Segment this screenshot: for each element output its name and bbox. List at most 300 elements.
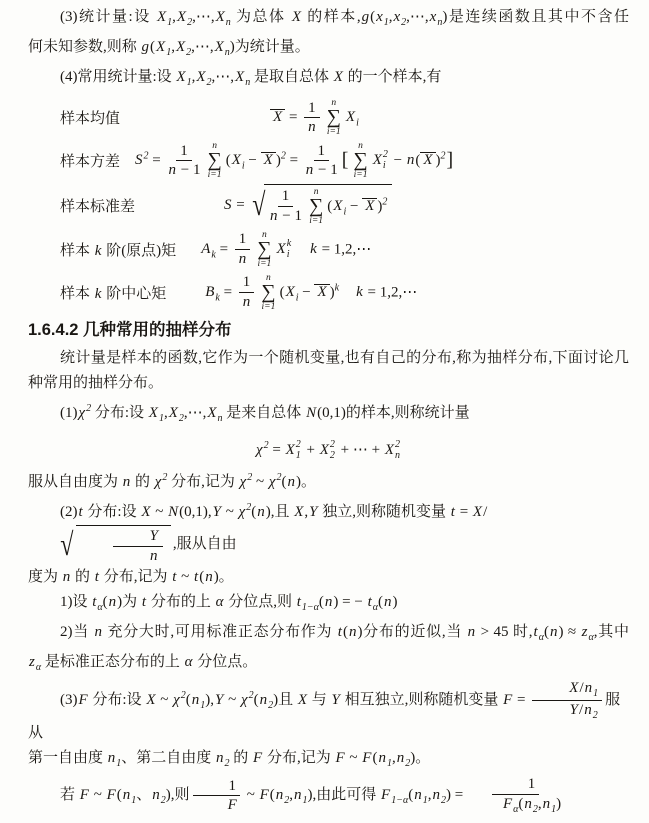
math-var: F (503, 692, 513, 709)
text-run: , (388, 9, 393, 25)
text-run: − (298, 283, 315, 300)
radicand (76, 525, 171, 565)
text-run: ) (377, 198, 383, 215)
text-run: = (455, 504, 472, 521)
text-run: )为 (117, 593, 141, 610)
math-var: X (168, 405, 178, 422)
math-var: X (291, 9, 302, 25)
text-run: 1 (238, 231, 247, 248)
subscript: α (97, 601, 103, 613)
denominator (242, 293, 252, 311)
text-run: ) (275, 152, 281, 169)
math-var: χ (238, 504, 246, 521)
sum-upper-limit: n (358, 140, 363, 151)
text-run: 为总体 (230, 9, 291, 25)
math-var: X (372, 152, 382, 169)
text-run: ( (327, 198, 333, 215)
text-run: 1 (180, 142, 188, 159)
math-var: χ (78, 405, 86, 422)
radical (30, 525, 171, 565)
sup-sub-stack (395, 440, 400, 461)
text-run: ( (251, 504, 257, 521)
math-var: n (524, 796, 532, 813)
row-sample-k-central-moment-formula (204, 273, 417, 313)
row-sample-std (28, 184, 629, 227)
text-run: 种常用的抽样分布。 (28, 375, 164, 392)
superscript: 2 (162, 472, 168, 484)
subscript: α (35, 661, 42, 673)
text-run: 服从自由度为 (28, 474, 122, 491)
text-run: 第一自由度 (28, 750, 107, 767)
math-var: z (581, 623, 588, 640)
math-var: F (106, 787, 116, 804)
subscript: 1 (383, 17, 389, 28)
math-var: X (175, 39, 186, 55)
superscript: 2 (382, 196, 388, 208)
math-var: n (414, 787, 422, 804)
math-var: n (107, 750, 116, 767)
text-run: ) = (445, 787, 467, 804)
denominator (238, 250, 248, 268)
math-var: X (276, 241, 286, 257)
sum-lower-limit: i=1 (261, 301, 276, 312)
numerator (176, 143, 192, 162)
text-run: ) (392, 593, 398, 610)
sigma-icon: ∑ (309, 195, 324, 218)
numerator (532, 680, 602, 701)
text-run: 分布,记为 (99, 568, 172, 585)
math-var: X (215, 9, 225, 25)
text-run: (2) (60, 504, 78, 521)
text-run: 相互独立,则称随机变量 (340, 692, 503, 709)
text-run: = (232, 196, 249, 213)
superscript: 2 (248, 690, 254, 702)
text-run: 阶中心矩 (102, 285, 167, 302)
math-var: k (94, 243, 102, 260)
text-run: 分布:设 (91, 405, 148, 422)
sup-sub-stack (296, 440, 301, 461)
row-sample-variance (28, 141, 629, 181)
math-var: Y (215, 692, 224, 709)
math-var: t (172, 568, 177, 585)
math-var: X (146, 692, 156, 709)
text-run: = (285, 152, 302, 169)
math-var: k (356, 283, 363, 300)
denominator (195, 796, 238, 814)
subscript: 2 (160, 795, 166, 807)
math-var: χ (239, 474, 247, 491)
text-run: ( (199, 568, 205, 585)
text-run: 样本均值 (60, 111, 121, 128)
math-var: χ (268, 474, 276, 491)
math-var: n (542, 796, 551, 813)
summation (261, 273, 275, 313)
text-run: 分布:设 (88, 692, 146, 709)
denominator (167, 161, 200, 179)
subscript: n (245, 77, 251, 88)
text-run: + ⋯ + (336, 442, 384, 459)
text-run: )分布的近似,当 (357, 623, 467, 640)
math-var: n (168, 162, 176, 179)
math-var: n (432, 787, 440, 804)
sum-lower-limit: i=1 (207, 170, 222, 181)
text-run: , (391, 750, 396, 767)
text-run: 的 (229, 750, 253, 767)
text-run: ( (185, 692, 191, 709)
math-var: X (569, 679, 579, 696)
subscript: n (224, 47, 230, 58)
text-run: = (219, 283, 236, 300)
numerator (193, 778, 241, 797)
subscript: α (588, 631, 594, 643)
text-run: 阶(原点)矩 (102, 243, 177, 260)
math-var: n (259, 692, 268, 709)
text-run: 是标准正态分布的上 (41, 653, 184, 670)
text-run: 何未知参数,则称 (28, 39, 141, 55)
text-run: ~ (89, 787, 106, 804)
para-f-reciprocal (28, 776, 629, 815)
overline (420, 152, 435, 169)
formula-chi-square (28, 433, 629, 463)
subscript: 1 (551, 804, 557, 816)
text-run: 样本标准差 (60, 198, 136, 215)
row-sample-std-label (60, 195, 135, 216)
text-run: ,服从自由 (172, 536, 237, 553)
text-run: 、 (136, 787, 152, 804)
text-run: 1 (308, 99, 316, 116)
text-run: 、第二自由度 (121, 750, 216, 767)
subscript: i (286, 248, 290, 260)
text-run: 度为 (28, 568, 62, 585)
bracket: [ (341, 149, 349, 172)
row-sample-k-moment-label (60, 239, 176, 260)
math-var: n (108, 593, 117, 610)
row-sample-mean-formula (270, 98, 359, 138)
text-run: ( (543, 623, 549, 640)
numerator (235, 231, 251, 250)
math-var: Y (149, 528, 158, 545)
subscript: 1 (116, 758, 122, 770)
text-run: ( (378, 593, 384, 610)
text-run: , (172, 9, 176, 25)
row-sample-std-formula (223, 184, 394, 227)
math-var: F (259, 787, 269, 804)
para-chi-square (28, 396, 629, 431)
math-var: X (141, 504, 151, 521)
math-var: n (549, 623, 558, 640)
fraction (113, 528, 163, 565)
para-statistic-def-1 (28, 5, 629, 35)
math-var: k (310, 241, 317, 257)
text-run: − (346, 198, 363, 215)
text-run: 充分大时,可用标准正态分布作为 (102, 623, 337, 640)
text-run: 样本方差 (60, 154, 121, 171)
radical-sign: √ (60, 526, 74, 563)
text-run: 1 (527, 776, 536, 793)
math-var: X (319, 442, 329, 459)
numerator (304, 100, 320, 119)
math-var: t (194, 568, 199, 585)
text-run: 与 (308, 692, 331, 709)
math-var: χ (240, 692, 248, 709)
text-run: ~ (224, 692, 240, 709)
math-var: X (176, 9, 187, 25)
text-run: ( (318, 593, 324, 610)
text-run: − 1 (278, 208, 303, 225)
text-run: = (148, 152, 165, 169)
subscript: 2 (186, 47, 192, 58)
para-common-statistics (28, 65, 629, 95)
text-run: > 45 时, (476, 623, 533, 640)
text-run: )。 (213, 568, 234, 585)
math-var: z (29, 653, 35, 670)
subscript: i (382, 159, 386, 171)
sigma-icon: ∑ (207, 149, 222, 172)
math-var: t (533, 623, 538, 640)
text-run: 服从 (28, 692, 621, 742)
text-run: 的样本, (302, 9, 361, 25)
superscript: 2 (263, 440, 269, 452)
text-run: = 1,2,⋯ (363, 283, 418, 300)
numerator (314, 143, 330, 162)
math-var: x (393, 9, 401, 25)
math-var: Y (212, 504, 221, 521)
radical (250, 184, 392, 227)
sum-lower-limit: i=1 (309, 216, 324, 227)
text-run: 1 (228, 777, 236, 794)
row-sample-mean (28, 98, 629, 138)
text-run: ,其中 (593, 623, 629, 640)
math-var: n (216, 750, 224, 767)
sigma-icon: ∑ (353, 149, 368, 172)
math-var: N (168, 504, 179, 521)
para-sampling-intro-2 (28, 371, 629, 396)
math-var: X (294, 504, 304, 521)
text-run: 独立,则称随机变量 (318, 504, 450, 521)
text-run: − 1 (176, 162, 201, 179)
math-var: n (270, 208, 278, 225)
denominator (269, 207, 302, 225)
text-run: 样本 (60, 243, 94, 260)
superscript: 2 (280, 150, 286, 162)
math-var: n (294, 787, 302, 804)
text-run: ( (150, 39, 156, 55)
sup-sub-stack (330, 440, 335, 461)
subscript: 1 (166, 47, 172, 58)
text-run: − (389, 152, 406, 169)
para-t-dist-1 (28, 495, 629, 565)
row-sample-variance-label (60, 150, 120, 171)
text-run: ~ (156, 692, 173, 709)
text-run: ),且 (265, 504, 294, 521)
text-run: + (302, 442, 319, 459)
text-run: (0,1)的样本,则称统计量 (317, 405, 470, 422)
text-run: = (285, 109, 302, 126)
math-var: X (196, 69, 206, 85)
math-var: x (376, 9, 383, 25)
bracket: ] (446, 149, 454, 172)
math-var: n (122, 787, 131, 804)
numerator (492, 776, 540, 795)
text-run: ( (102, 593, 108, 610)
text-run: / (579, 702, 584, 719)
math-var: n (94, 623, 102, 640)
subscript: 2 (187, 17, 193, 28)
math-var: X (472, 504, 483, 521)
math-var: n (205, 568, 213, 585)
superscript: 2 (246, 502, 252, 514)
text-run: 1 (317, 142, 326, 159)
subscript: 1 (302, 795, 308, 807)
fraction (304, 100, 320, 137)
text-run: (3)统计量:设 (60, 9, 156, 25)
math-var: X (176, 69, 186, 85)
text-run: )。 (296, 474, 316, 491)
text-run: ( (372, 750, 378, 767)
summation (207, 141, 221, 181)
para-t-approx-2 (28, 650, 629, 680)
subscript: i (241, 160, 245, 172)
text-run: ) (435, 152, 441, 169)
math-var: n (406, 152, 415, 169)
superscript: 2 (295, 439, 301, 451)
subscript: 2 (440, 795, 446, 807)
fraction (193, 778, 241, 815)
text-run: ( (408, 787, 414, 804)
math-var: F (78, 692, 88, 709)
text-run: , (289, 787, 294, 804)
sum-upper-limit: n (212, 140, 217, 151)
denominator (537, 701, 598, 721)
math-var: n (396, 750, 405, 767)
subscript: 1−α (301, 601, 319, 613)
superscript: k (334, 281, 340, 293)
para-f-dist-2 (28, 746, 629, 776)
overline (270, 109, 285, 126)
para-chi-square-note (28, 465, 629, 495)
text-run: ),由此可得 (307, 787, 381, 804)
math-var: X (317, 283, 327, 300)
superscript: 2 (247, 472, 253, 484)
text-run: / (483, 504, 488, 521)
superscript: 2 (382, 149, 388, 161)
math-var: n (467, 623, 476, 640)
fraction (470, 776, 561, 815)
math-var: n (308, 119, 316, 136)
text-run: 若 (60, 787, 79, 804)
radical-sign: √ (252, 186, 266, 223)
para-t-quantile (28, 590, 629, 620)
sigma-icon: ∑ (261, 280, 276, 303)
text-run: ( (518, 796, 524, 813)
sum-upper-limit: n (331, 98, 337, 108)
sigma-icon: ∑ (326, 106, 341, 129)
superscript: 2 (276, 472, 282, 484)
math-var: X (285, 442, 295, 459)
text-run: ( (225, 152, 231, 169)
math-var: X (157, 9, 167, 25)
math-var: n (62, 568, 71, 585)
overline (261, 152, 276, 169)
subscript: 1 (167, 17, 173, 28)
para-f-dist-1 (28, 680, 629, 746)
math-var: n (238, 251, 247, 268)
subscript: α (372, 601, 379, 613)
math-var: F (381, 787, 391, 804)
sum-lower-limit: i=1 (257, 259, 272, 270)
math-var: n (191, 692, 200, 709)
math-var: X (214, 39, 224, 55)
numerator (278, 188, 294, 207)
text-run: 分布:设 (83, 504, 141, 521)
text-run: (1) (60, 405, 78, 422)
text-run: 1 (281, 188, 290, 205)
text-run: 是来自总体 (222, 405, 306, 422)
subscript: n (437, 17, 443, 28)
math-var: Y (569, 702, 579, 719)
row-sample-k-central-moment-label (60, 282, 166, 303)
math-var: X (231, 152, 241, 169)
text-run: 的 (131, 474, 154, 491)
sum-upper-limit: n (266, 272, 271, 283)
math-var: X (384, 442, 394, 459)
subscript: 1 (158, 413, 164, 425)
text-run: ( (370, 9, 376, 25)
text-run: 样本 (60, 285, 94, 302)
math-var: X (156, 39, 166, 55)
math-var: n (348, 623, 357, 640)
superscript: 2 (440, 150, 446, 162)
text-run: 分位点,则 (224, 593, 296, 610)
summation (257, 230, 271, 270)
math-var: n (584, 702, 592, 719)
math-var: t (296, 593, 301, 610)
text-run: ),则 (165, 787, 190, 804)
text-run: ( (253, 692, 259, 709)
math-var: Y (309, 504, 318, 521)
subscript: 2 (206, 77, 212, 88)
math-var: X (273, 109, 283, 126)
math-var: n (122, 474, 131, 491)
superscript: k (286, 238, 292, 250)
text-run: )是连续函数且其中不含任 (442, 9, 629, 25)
text-run: (3) (60, 692, 78, 709)
math-var: X (423, 152, 433, 169)
math-var: g (141, 39, 150, 55)
math-var: n (378, 750, 386, 767)
math-var: k (94, 285, 102, 302)
subscript: 2 (268, 700, 274, 712)
denominator (470, 795, 561, 815)
math-var: n (584, 679, 593, 696)
math-var: X (235, 69, 245, 85)
text-run: 1 (242, 274, 251, 291)
para-t-dist-2 (28, 565, 629, 590)
subscript: n (225, 17, 231, 28)
math-var: Y (331, 692, 340, 709)
math-var: t (141, 593, 147, 610)
math-var: t (450, 504, 455, 521)
fraction (305, 143, 338, 180)
subscript: 2 (178, 413, 184, 425)
math-var: X (297, 692, 307, 709)
text-run: ~ (151, 504, 168, 521)
numerator (239, 274, 255, 293)
subscript: 2 (284, 795, 290, 807)
text-run: ) = − (333, 593, 367, 610)
superscript: 2 (180, 690, 186, 702)
subscript: n (217, 413, 223, 425)
